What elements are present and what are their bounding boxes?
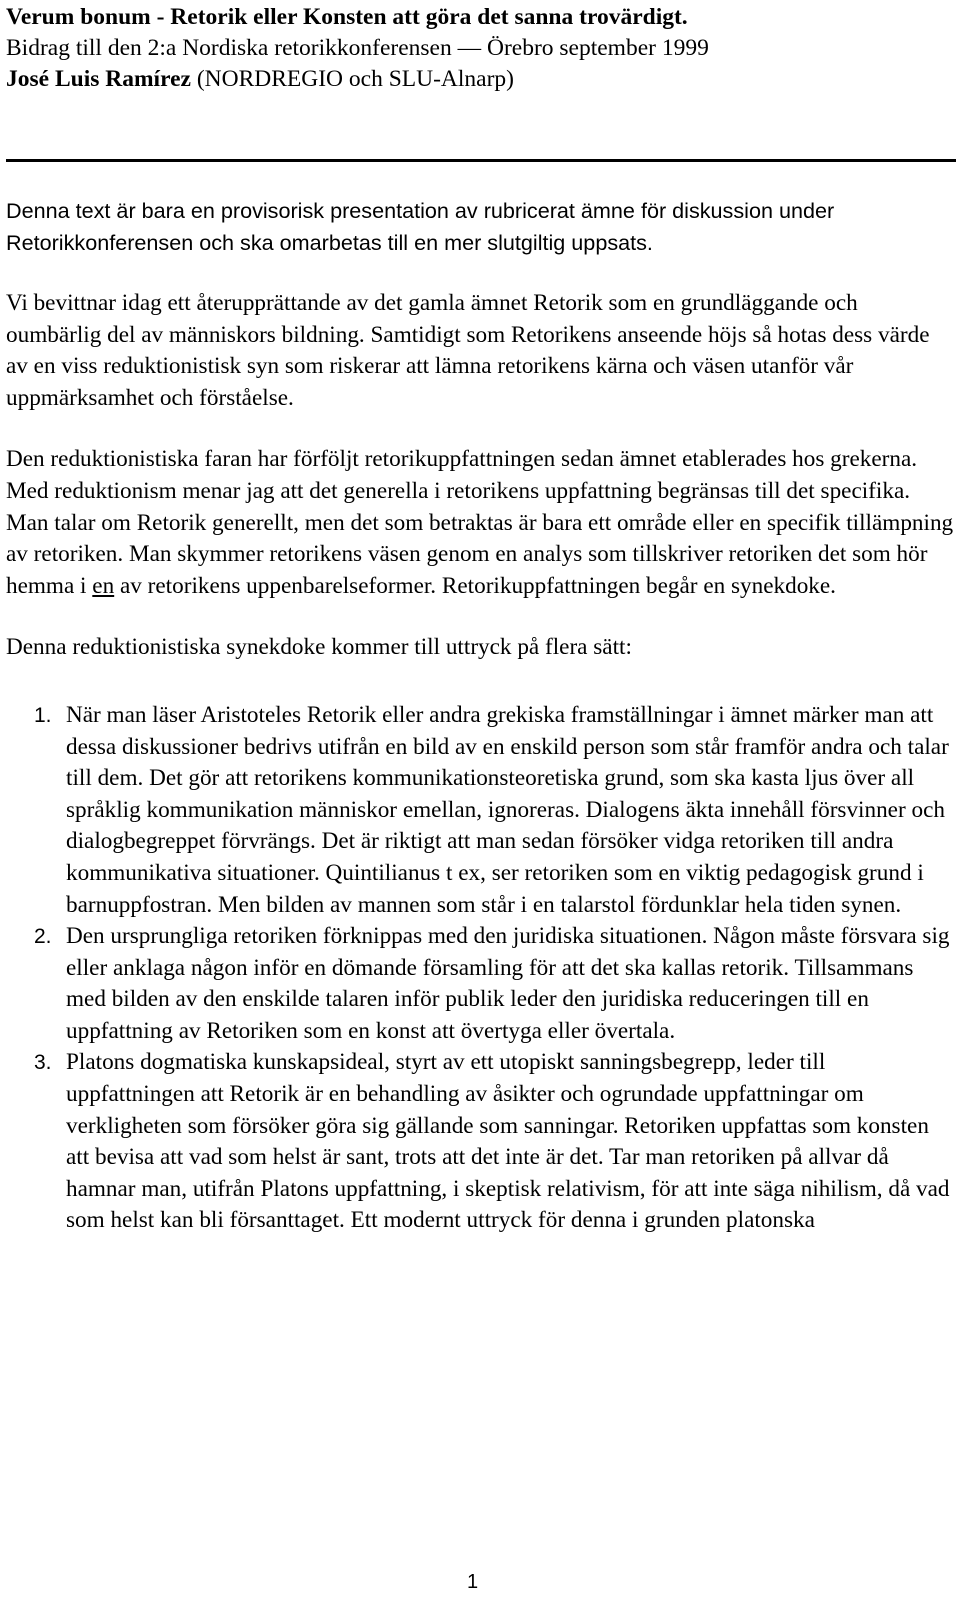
author-name: José Luis Ramírez <box>6 66 191 92</box>
paragraph-1: Vi bevittnar idag ett återupprättande av det gamla ämnet Retorik som en grundläggande och oumbärlig del av människors bildning. Samtidigt som Retorikens anseende höjs så hotas dess värde av en viss reduktionistisk syn som riskerar att lämna retorikens kärna och väsen utanför vår uppmärksamhet och förståelse. <box>6 290 930 411</box>
intro-note: Denna text är bara en provisorisk presentation av rubricerat ämne för diskussion under Retorikkonferensen och ska omarbetas till en mer slutgiltig uppsats. <box>6 198 835 255</box>
list-item <box>6 921 954 1047</box>
list-item-number: 1. <box>34 703 52 727</box>
list-item-number: 2. <box>34 925 52 949</box>
list-item <box>6 700 954 921</box>
list-item <box>6 1047 954 1237</box>
numbered-list <box>6 700 954 1237</box>
header-divider <box>6 159 956 162</box>
author-affiliation: (NORDREGIO och SLU-Alnarp) <box>190 66 515 92</box>
paragraph-2-emphasis: en <box>92 572 115 599</box>
list-item-text: Den ursprungliga retoriken förknippas med den juridiska situationen. Någon måste försvara sig eller anklaga någon inför en dömande församling för att det ska kallas retorik. Tillsammans med bilden av den enskilde talaren inför publik leder den juridiska reduceringen till en uppfattning av Retoriken som en konst att övertyga eller övertala. <box>66 923 950 1044</box>
list-item-text: När man läser Aristoteles Retorik eller andra grekiska framställningar i ämnet märker man att dessa diskussioner bedrivs utifrån en bild av en enskild person som står framför andra och talar till dem. Det gör att retorikens kommunikationsteoretiska grund, som ska kasta ljus över all språklig kommunikation människor emellan, ignoreras. Dialogens äkta innehåll försvinner och dialogbegreppet förvrängs. Det är riktigt att man sedan försöker vidga retoriken till andra kommunikativa situationer. Quintilianus t ex, ser retoriken som en viktig pedagogisk grund i barnuppfostran. Men bilden av mannen som står i en talarstol fördunklar hela tiden synen. <box>66 701 949 918</box>
page-number: 1 <box>467 1571 479 1593</box>
document-page <box>6 0 954 1597</box>
paragraph-2 <box>6 444 954 602</box>
list-item-text: Platons dogmatiska kunskapsideal, styrt av ett utopiskt sanningsbegrepp, leder till uppfattningen att Retorik är en behandling av åsikter och ogrundade uppfattningar om verkligheten som försöker göra sig gällande som sanningar. Retoriken uppfattas som konsten att bevisa att vad som helst är sant, trots att det inte är det. Tar man retoriken på allvar då hamnar man, utifrån Platons uppfattning, i skeptisk relativism, för att inte säga nihilism, då vad som helst kan bli försanttaget. Ett modernt uttryck för denna i grunden platonska <box>66 1049 950 1234</box>
paragraph-3: Denna reduktionistiska synekdoke kommer till uttryck på flera sätt: <box>6 634 632 661</box>
document-body <box>6 288 954 1237</box>
author-line <box>6 64 954 95</box>
document-subtitle: Bidrag till den 2:a Nordiska retorikkonferensen — Örebro september 1999 <box>6 35 709 61</box>
paragraph-2-text-after: av retorikens uppenbarelseformer. Retorikuppfattningen begår en synekdoke. <box>114 572 836 599</box>
document-title: Verum bonum - Retorik eller Konsten att göra det sanna trovärdigt. <box>6 4 688 30</box>
paragraph-2-text-before: Den reduktionistiska faran har förföljt retorikuppfattningen sedan ämnet etablerades hos grekerna. Med reduktionism menar jag att det generella i retorikens uppfattning begränsas till det specifika. Man talar om Retorik generellt, men det som betraktas är bara ett område eller en specifik tillämpning av retoriken. Man skymmer retorikens väsen genom en analys som tillskriver retoriken det som hör hemma i <box>6 446 954 599</box>
list-item-number: 3. <box>34 1051 52 1075</box>
document-header <box>6 2 954 95</box>
